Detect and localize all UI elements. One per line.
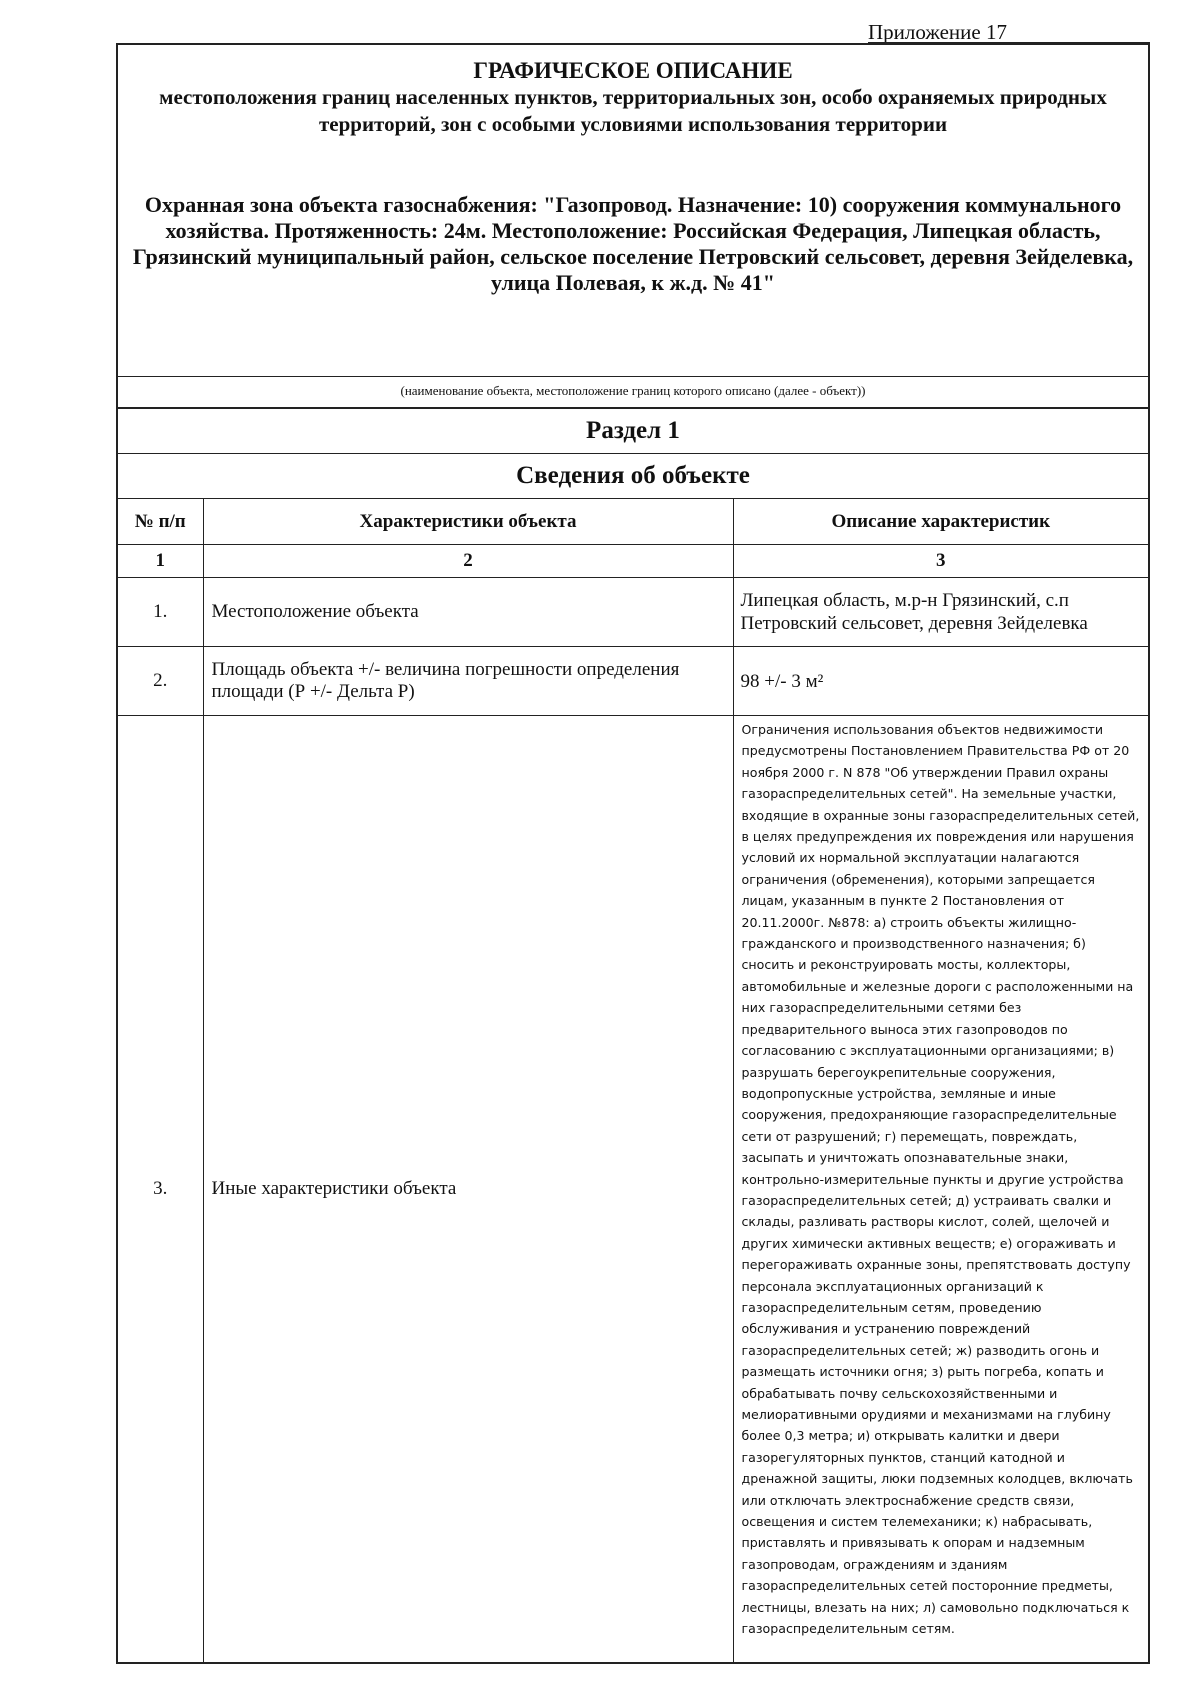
row-number: 1. (118, 578, 203, 647)
column-number-row (118, 545, 1148, 578)
column-number-3: 3 (733, 545, 1148, 578)
appendix-label: Приложение 17 (868, 20, 1007, 44)
object-info-table (118, 499, 1148, 1662)
row-description: Ограничения использования объектов недвижимости предусмотрены Постановлением Правительства РФ от 20 ноября 2000 г. N 878 "Об утверждении Правил охраны газораспределительных сетей". На земельные участки, входящие в охранные зоны газораспределительных сетей, в целях предупреждения их повреждения или нарушения условий их нормальной эксплуатации налагаются ограничения (обременения), которыми запрещается лицам, указанным в пункте 2 Постановления от 20.11.2000г. №878: а) строить объекты жилищно-гражданского и производственного назначения; б) сносить и реконструировать мосты, коллекторы, автомобильные и железные дороги с расположенными на них газораспределительными сетями без предварительного выноса этих газопроводов по согласованию с эксплуатационными организациями; в) разрушать берегоукрепительные сооружения, водопропускные устройства, земляные и иные сооружения, предохраняющие газораспределительные сети от разрушений; г) перемещать, повреждать, засыпать и уничтожать опознавательные знаки, контрольно-измерительные пункты и другие устройства газораспределительных сетей; д) устраивать свалки и склады, разливать растворы кислот, солей, щелочей и других химически активных веществ; е) огораживать и перегораживать охранные зоны, препятствовать доступу персонала эксплуатационных организаций к газораспределительным сетям, проведению обслуживания и устранению повреждений газораспределительных сетей; ж) разводить огонь и размещать источники огня; з) рыть погреба, копать и обрабатывать почву сельскохозяйственными и мелиоративными орудиями и механизмами на глубину более 0,3 метра; и) открывать калитки и двери газорегуляторных пунктов, станций катодной и дренажной защиты, люки подземных колодцев, включать или отключать электроснабжение средств связи, освещения и систем телемеханики; к) набрасывать, приставлять и привязывать к опорам и надземным газопроводам, ограждениям и зданиям газораспределительных сетей посторонние предметы, лестницы, влезать на них; л) самовольно подключаться к газораспределительным сетям. (733, 716, 1148, 1662)
document-subtitle: местоположения границ населенных пунктов, территориальных зон, особо охраняемых природных территорий, зон с особыми условиями использования территории (159, 85, 1107, 136)
object-caption: (наименование объекта, местоположение границ которого описано (далее - объект)) (118, 377, 1148, 409)
row-number: 3. (118, 716, 203, 1662)
section-title: Раздел 1 (118, 409, 1148, 454)
row-characteristic: Иные характеристики объекта (203, 716, 733, 1662)
row-characteristic: Площадь объекта +/- величина погрешности определения площади (Р +/- Дельта Р) (203, 647, 733, 716)
row-description: 98 +/- 3 м² (733, 647, 1148, 716)
table-row (118, 647, 1148, 716)
document-frame (116, 43, 1150, 1664)
header-number: № п/п (118, 499, 203, 545)
table-row (118, 716, 1148, 1662)
column-number-1: 1 (118, 545, 203, 578)
row-description: Липецкая область, м.р-н Грязинский, с.п Петровский сельсовет, деревня Зейделевка (733, 578, 1148, 647)
header-description: Описание характеристик (733, 499, 1148, 545)
section-subtitle: Сведения об объекте (118, 454, 1148, 499)
row-characteristic: Местоположение объекта (203, 578, 733, 647)
document-title: ГРАФИЧЕСКОЕ ОПИСАНИЕ (473, 58, 793, 83)
table-header-row (118, 499, 1148, 545)
column-number-2: 2 (203, 545, 733, 578)
object-name: Охранная зона объекта газоснабжения: "Газопровод. Назначение: 10) сооружения коммунального хозяйства. Протяженность: 24м. Местоположение: Российская Федерация, Липецкая область, Грязинский муниципальный район, сельское поселение Петровский сельсовет, деревня Зейделевка, улица Полевая, к ж.д. № 41" (132, 192, 1134, 295)
header-characteristic: Характеристики объекта (203, 499, 733, 545)
table-row (118, 578, 1148, 647)
document-header (118, 45, 1148, 377)
row-number: 2. (118, 647, 203, 716)
